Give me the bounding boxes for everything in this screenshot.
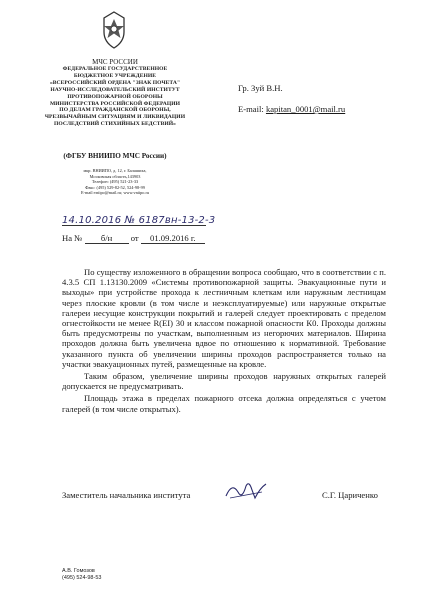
recipient-email-line <box>238 104 345 114</box>
reference-line <box>62 233 205 244</box>
org-line: ПРОТИВОПОЖАРНОЙ ОБОРОНЫ <box>67 93 163 100</box>
organization-abbreviation: (ФГБУ ВНИИПО МЧС России) <box>63 152 167 160</box>
executor-phone: (495) 524-98-53 <box>62 575 102 581</box>
org-line: БЮДЖЕТНОЕ УЧРЕЖДЕНИЕ <box>73 72 157 79</box>
body-paragraph: Площадь этажа в пределах пожарного отсека должна определяться с учетом галерей (в том числе открытых). <box>62 393 386 414</box>
mchs-emblem-icon <box>100 10 128 50</box>
org-line: НАУЧНО-ИССЛЕДОВАТЕЛЬСКИЙ ИНСТИТУТ <box>50 86 180 93</box>
recipient-name: Гр. Зуй В.Н. <box>238 83 283 93</box>
registration-underline <box>62 225 206 226</box>
org-line: ПОСЛЕДСТВИЙ СТИХИЙНЫХ БЕДСТВИЙ» <box>54 121 176 128</box>
address-line: Московская область,143903 <box>89 173 141 179</box>
reference-label: На № <box>62 233 83 243</box>
ministry-short-name: МЧС РОССИИ <box>92 58 138 66</box>
org-line: ФЕДЕРАЛЬНОЕ ГОСУДАРСТВЕННОЕ <box>62 66 168 72</box>
executor-name: А.В. Гомозов <box>62 568 95 574</box>
organization-address <box>35 168 195 196</box>
recipient-email-link[interactable]: kapitan_0001@mail.ru <box>265 104 346 114</box>
from-label: от <box>130 233 139 243</box>
letter-body <box>62 267 386 414</box>
signatory-name: С.Г. Цариченко <box>322 490 378 500</box>
address-line: E-mail:vniipo@mail.ru; www.vniipo.ru <box>80 190 150 195</box>
body-paragraph: Таким образом, увеличение ширины проходов наружных открытых галерей допускается не предусматривать. <box>62 371 386 392</box>
address-line: Телефон: (495) 521-23-33 <box>91 179 139 184</box>
organization-name <box>35 66 195 128</box>
address-line: Факс: (495) 529-82-52, 524-98-99 <box>85 184 145 190</box>
org-line: ПО ДЕЛАМ ГРАЖДАНСКОЙ ОБОРОНЫ, <box>59 107 171 114</box>
reference-date: 01.09.2016 г. <box>141 233 205 244</box>
org-line: «ВСЕРОССИЙСКИЙ ОРДЕНА "ЗНАК ПОЧЕТА" <box>49 79 181 86</box>
body-paragraph: По существу изложенного в обращении вопроса сообщаю, что в соответствии с п. 4.3.5 СП 1.13130.2009 «Системы противопожарной защиты. Эвакуационные пути и выходы» при устройстве прохода к лестничным клеткам или наружным лестницам через плоские кровли (в том числе и неэксплуатируемые) или наружные открытые галереи несущие конструкции покрытий и галерей следует проектировать с пределом огнестойкости не менее R(EI) 30 и классом пожарной опасности К0. Проходы должны быть предусмотрены по участкам, выполненным из негорючих материалов. Ширина проходов должна быть увеличена вдвое по отношению к нормативной. Требование указанного пункта об увеличении ширины проходов распространяется только на участки эвакуационных путей, размещенные на кровле. <box>62 267 386 369</box>
handwritten-signature-icon <box>222 478 270 504</box>
registration-handwritten: 14.10.2016 № 6187вн-13-2-3 <box>62 215 216 226</box>
address-line: мкр. ВНИИПО, д. 12, г. Балашиха, <box>83 168 147 173</box>
org-line: ЧРЕЗВЫЧАЙНЫМ СИТУАЦИЯМ И ЛИКВИДАЦИИ <box>44 114 186 121</box>
org-line: МИНИСТЕРСТВА РОССИЙСКОЙ ФЕДЕРАЦИИ <box>49 100 181 107</box>
executor-info <box>62 568 101 582</box>
email-label: E-mail: <box>238 104 264 114</box>
signatory-title: Заместитель начальника института <box>62 490 191 500</box>
reference-number: б/н <box>85 233 129 244</box>
